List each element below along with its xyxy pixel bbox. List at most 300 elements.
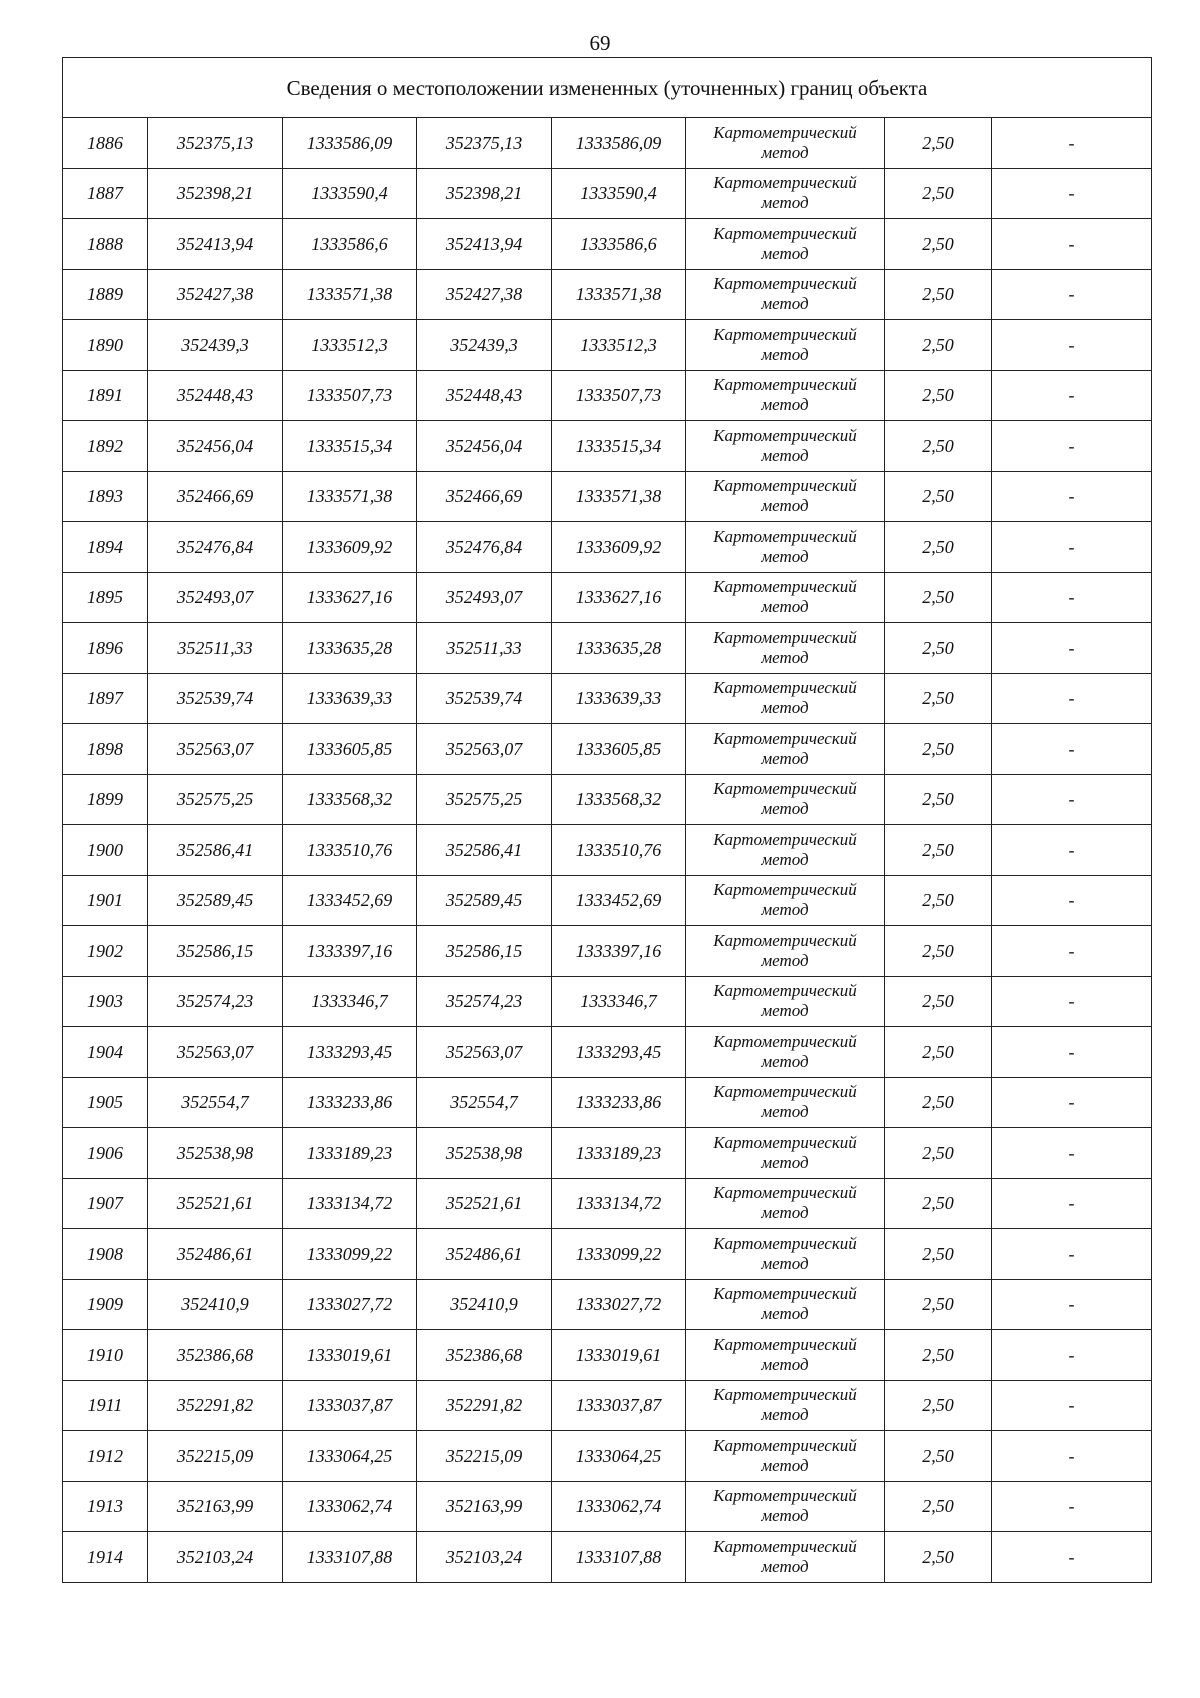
refined-x-cell: 352439,3 [417,320,552,371]
note-cell: - [992,1279,1152,1330]
refined-y-cell: 1333293,45 [552,1027,686,1078]
point-number-cell: 1910 [63,1330,148,1381]
existing-x-cell: 352586,15 [148,926,283,977]
existing-y-cell: 1333233,86 [283,1077,417,1128]
refined-x-cell: 352539,74 [417,673,552,724]
precision-cell: 2,50 [885,1178,992,1229]
existing-y-cell: 1333568,32 [283,774,417,825]
method-cell [686,1330,885,1381]
table-row [63,219,1152,270]
note-cell: - [992,168,1152,219]
existing-x-cell: 352538,98 [148,1128,283,1179]
refined-y-cell: 1333586,6 [552,219,686,270]
table-row [63,421,1152,472]
existing-x-cell: 352589,45 [148,875,283,926]
method-line-2: метод [761,344,809,364]
method-line-1: Картометрический [713,1233,857,1253]
note-cell: - [992,875,1152,926]
method-line-1: Картометрический [713,1132,857,1152]
method-line-1: Картометрический [713,122,857,142]
existing-y-cell: 1333635,28 [283,623,417,674]
existing-y-cell: 1333189,23 [283,1128,417,1179]
method-line-1: Картометрический [713,627,857,647]
table-row [63,572,1152,623]
method-line-1: Картометрический [713,173,857,193]
existing-x-cell: 352486,61 [148,1229,283,1280]
point-number-cell: 1913 [63,1481,148,1532]
point-number-cell: 1911 [63,1380,148,1431]
method-cell [686,1532,885,1583]
method-line-1: Картометрический [713,728,857,748]
point-number-cell: 1888 [63,219,148,270]
note-cell: - [992,320,1152,371]
method-line-1: Картометрический [713,324,857,344]
precision-cell: 2,50 [885,673,992,724]
existing-y-cell: 1333515,34 [283,421,417,472]
refined-y-cell: 1333062,74 [552,1481,686,1532]
existing-x-cell: 352163,99 [148,1481,283,1532]
method-line-2: метод [761,849,809,869]
existing-y-cell: 1333019,61 [283,1330,417,1381]
refined-y-cell: 1333639,33 [552,673,686,724]
existing-y-cell: 1333064,25 [283,1431,417,1482]
refined-y-cell: 1333233,86 [552,1077,686,1128]
point-number-cell: 1909 [63,1279,148,1330]
refined-y-cell: 1333134,72 [552,1178,686,1229]
table-row [63,522,1152,573]
precision-cell: 2,50 [885,1279,992,1330]
existing-x-cell: 352291,82 [148,1380,283,1431]
refined-x-cell: 352586,15 [417,926,552,977]
method-cell [686,774,885,825]
method-line-2: метод [761,395,809,415]
method-line-1: Картометрический [713,577,857,597]
note-cell: - [992,572,1152,623]
table-row [63,1077,1152,1128]
refined-x-cell: 352563,07 [417,1027,552,1078]
refined-x-cell: 352538,98 [417,1128,552,1179]
note-cell: - [992,724,1152,775]
refined-y-cell: 1333586,09 [552,118,686,169]
refined-x-cell: 352466,69 [417,471,552,522]
existing-x-cell: 352554,7 [148,1077,283,1128]
existing-x-cell: 352539,74 [148,673,283,724]
existing-x-cell: 352586,41 [148,825,283,876]
note-cell: - [992,1229,1152,1280]
refined-y-cell: 1333099,22 [552,1229,686,1280]
existing-y-cell: 1333507,73 [283,370,417,421]
point-number-cell: 1914 [63,1532,148,1583]
refined-x-cell: 352398,21 [417,168,552,219]
method-cell [686,1027,885,1078]
point-number-cell: 1895 [63,572,148,623]
table-title: Сведения о местоположении измененных (уточненных) границ объекта [63,58,1152,118]
point-number-cell: 1908 [63,1229,148,1280]
method-cell [686,1431,885,1482]
note-cell: - [992,1077,1152,1128]
existing-x-cell: 352427,38 [148,269,283,320]
refined-x-cell: 352563,07 [417,724,552,775]
existing-x-cell: 352466,69 [148,471,283,522]
method-cell [686,522,885,573]
existing-x-cell: 352511,33 [148,623,283,674]
method-line-1: Картометрический [713,375,857,395]
method-line-2: метод [761,597,809,617]
method-cell [686,1077,885,1128]
existing-y-cell: 1333107,88 [283,1532,417,1583]
existing-y-cell: 1333605,85 [283,724,417,775]
precision-cell: 2,50 [885,269,992,320]
note-cell: - [992,219,1152,270]
refined-x-cell: 352375,13 [417,118,552,169]
table-title-row [63,58,1152,118]
precision-cell: 2,50 [885,724,992,775]
existing-x-cell: 352215,09 [148,1431,283,1482]
method-line-1: Картометрический [713,1334,857,1354]
existing-y-cell: 1333590,4 [283,168,417,219]
existing-y-cell: 1333639,33 [283,673,417,724]
existing-y-cell: 1333027,72 [283,1279,417,1330]
table-row [63,1027,1152,1078]
method-cell [686,320,885,371]
method-cell [686,623,885,674]
precision-cell: 2,50 [885,168,992,219]
existing-y-cell: 1333510,76 [283,825,417,876]
table-row [63,1279,1152,1330]
method-line-2: метод [761,1405,809,1425]
existing-y-cell: 1333037,87 [283,1380,417,1431]
refined-y-cell: 1333397,16 [552,926,686,977]
precision-cell: 2,50 [885,522,992,573]
note-cell: - [992,1330,1152,1381]
method-cell [686,1229,885,1280]
method-line-2: метод [761,1354,809,1374]
refined-x-cell: 352493,07 [417,572,552,623]
method-line-1: Картометрический [713,476,857,496]
method-line-2: метод [761,1304,809,1324]
point-number-cell: 1903 [63,976,148,1027]
refined-y-cell: 1333635,28 [552,623,686,674]
existing-y-cell: 1333397,16 [283,926,417,977]
existing-y-cell: 1333512,3 [283,320,417,371]
table-row [63,1481,1152,1532]
refined-y-cell: 1333605,85 [552,724,686,775]
method-cell [686,421,885,472]
method-line-2: метод [761,1556,809,1576]
note-cell: - [992,1481,1152,1532]
existing-x-cell: 352563,07 [148,1027,283,1078]
existing-y-cell: 1333099,22 [283,1229,417,1280]
precision-cell: 2,50 [885,1380,992,1431]
precision-cell: 2,50 [885,1532,992,1583]
refined-y-cell: 1333515,34 [552,421,686,472]
existing-x-cell: 352456,04 [148,421,283,472]
method-line-1: Картометрический [713,274,857,294]
precision-cell: 2,50 [885,825,992,876]
existing-y-cell: 1333346,7 [283,976,417,1027]
point-number-cell: 1896 [63,623,148,674]
table-row [63,1178,1152,1229]
existing-y-cell: 1333293,45 [283,1027,417,1078]
method-line-2: метод [761,445,809,465]
method-line-2: метод [761,294,809,314]
table-row [63,1128,1152,1179]
refined-y-cell: 1333452,69 [552,875,686,926]
point-number-cell: 1898 [63,724,148,775]
existing-x-cell: 352476,84 [148,522,283,573]
method-line-1: Картометрический [713,1536,857,1556]
precision-cell: 2,50 [885,926,992,977]
point-number-cell: 1887 [63,168,148,219]
refined-x-cell: 352554,7 [417,1077,552,1128]
existing-x-cell: 352563,07 [148,724,283,775]
note-cell: - [992,1178,1152,1229]
table-row [63,118,1152,169]
refined-y-cell: 1333627,16 [552,572,686,623]
method-cell [686,118,885,169]
page-number: 69 [589,31,611,55]
method-line-2: метод [761,1152,809,1172]
note-cell: - [992,825,1152,876]
refined-x-cell: 352575,25 [417,774,552,825]
method-line-2: метод [761,698,809,718]
method-line-1: Картометрический [713,678,857,698]
refined-y-cell: 1333346,7 [552,976,686,1027]
method-line-1: Картометрический [713,526,857,546]
point-number-cell: 1907 [63,1178,148,1229]
refined-x-cell: 352511,33 [417,623,552,674]
precision-cell: 2,50 [885,1128,992,1179]
method-line-1: Картометрический [713,880,857,900]
method-line-2: метод [761,1455,809,1475]
point-number-cell: 1899 [63,774,148,825]
point-number-cell: 1912 [63,1431,148,1482]
refined-x-cell: 352486,61 [417,1229,552,1280]
method-line-1: Картометрический [713,779,857,799]
existing-x-cell: 352574,23 [148,976,283,1027]
refined-x-cell: 352291,82 [417,1380,552,1431]
table-row [63,976,1152,1027]
point-number-cell: 1893 [63,471,148,522]
refined-x-cell: 352413,94 [417,219,552,270]
method-line-1: Картометрический [713,1435,857,1455]
point-number-cell: 1890 [63,320,148,371]
existing-x-cell: 352386,68 [148,1330,283,1381]
refined-y-cell: 1333571,38 [552,471,686,522]
method-line-2: метод [761,950,809,970]
existing-y-cell: 1333062,74 [283,1481,417,1532]
refined-y-cell: 1333571,38 [552,269,686,320]
point-number-cell: 1886 [63,118,148,169]
existing-x-cell: 352398,21 [148,168,283,219]
method-cell [686,1128,885,1179]
existing-x-cell: 352521,61 [148,1178,283,1229]
refined-x-cell: 352163,99 [417,1481,552,1532]
refined-x-cell: 352521,61 [417,1178,552,1229]
table-row [63,875,1152,926]
point-number-cell: 1905 [63,1077,148,1128]
table-row [63,774,1152,825]
refined-y-cell: 1333510,76 [552,825,686,876]
table-body [63,58,1152,1583]
refined-x-cell: 352427,38 [417,269,552,320]
precision-cell: 2,50 [885,1431,992,1482]
method-cell [686,875,885,926]
existing-y-cell: 1333571,38 [283,269,417,320]
existing-x-cell: 352375,13 [148,118,283,169]
precision-cell: 2,50 [885,421,992,472]
method-cell [686,673,885,724]
existing-y-cell: 1333627,16 [283,572,417,623]
method-line-2: метод [761,1253,809,1273]
method-cell [686,724,885,775]
table-row [63,825,1152,876]
method-line-1: Картометрический [713,1385,857,1405]
table-row [63,623,1152,674]
precision-cell: 2,50 [885,774,992,825]
method-line-2: метод [761,193,809,213]
method-cell [686,825,885,876]
refined-y-cell: 1333512,3 [552,320,686,371]
method-line-1: Картометрический [713,223,857,243]
table-row [63,724,1152,775]
method-line-1: Картометрический [713,1486,857,1506]
existing-x-cell: 352103,24 [148,1532,283,1583]
refined-x-cell: 352476,84 [417,522,552,573]
existing-x-cell: 352448,43 [148,370,283,421]
point-number-cell: 1901 [63,875,148,926]
note-cell: - [992,421,1152,472]
point-number-cell: 1904 [63,1027,148,1078]
method-line-2: метод [761,1102,809,1122]
note-cell: - [992,1532,1152,1583]
refined-x-cell: 352586,41 [417,825,552,876]
method-cell [686,269,885,320]
existing-y-cell: 1333586,09 [283,118,417,169]
precision-cell: 2,50 [885,976,992,1027]
note-cell: - [992,976,1152,1027]
precision-cell: 2,50 [885,623,992,674]
point-number-cell: 1900 [63,825,148,876]
refined-x-cell: 352448,43 [417,370,552,421]
precision-cell: 2,50 [885,1481,992,1532]
refined-x-cell: 352589,45 [417,875,552,926]
note-cell: - [992,269,1152,320]
existing-y-cell: 1333452,69 [283,875,417,926]
method-line-2: метод [761,1506,809,1526]
note-cell: - [992,370,1152,421]
refined-x-cell: 352103,24 [417,1532,552,1583]
method-cell [686,219,885,270]
precision-cell: 2,50 [885,471,992,522]
table-row [63,673,1152,724]
point-number-cell: 1894 [63,522,148,573]
method-line-1: Картометрический [713,425,857,445]
method-cell [686,370,885,421]
refined-y-cell: 1333027,72 [552,1279,686,1330]
note-cell: - [992,522,1152,573]
refined-y-cell: 1333609,92 [552,522,686,573]
precision-cell: 2,50 [885,1330,992,1381]
refined-y-cell: 1333189,23 [552,1128,686,1179]
method-cell [686,471,885,522]
precision-cell: 2,50 [885,320,992,371]
refined-x-cell: 352215,09 [417,1431,552,1482]
existing-y-cell: 1333609,92 [283,522,417,573]
method-cell [686,1481,885,1532]
refined-y-cell: 1333590,4 [552,168,686,219]
existing-y-cell: 1333134,72 [283,1178,417,1229]
point-number-cell: 1902 [63,926,148,977]
method-line-1: Картометрический [713,1183,857,1203]
method-cell [686,926,885,977]
precision-cell: 2,50 [885,219,992,270]
point-number-cell: 1906 [63,1128,148,1179]
point-number-cell: 1891 [63,370,148,421]
refined-y-cell: 1333107,88 [552,1532,686,1583]
precision-cell: 2,50 [885,1077,992,1128]
refined-y-cell: 1333037,87 [552,1380,686,1431]
method-cell [686,1380,885,1431]
refined-y-cell: 1333507,73 [552,370,686,421]
method-line-1: Картометрический [713,981,857,1001]
point-number-cell: 1889 [63,269,148,320]
method-line-1: Картометрический [713,1031,857,1051]
table-row [63,926,1152,977]
note-cell: - [992,471,1152,522]
table-row [63,168,1152,219]
table-row [63,320,1152,371]
note-cell: - [992,673,1152,724]
refined-y-cell: 1333568,32 [552,774,686,825]
point-number-cell: 1897 [63,673,148,724]
note-cell: - [992,926,1152,977]
existing-y-cell: 1333586,6 [283,219,417,270]
method-line-2: метод [761,1051,809,1071]
note-cell: - [992,1027,1152,1078]
method-line-1: Картометрический [713,1082,857,1102]
precision-cell: 2,50 [885,370,992,421]
refined-x-cell: 352410,9 [417,1279,552,1330]
precision-cell: 2,50 [885,1229,992,1280]
note-cell: - [992,1431,1152,1482]
existing-x-cell: 352413,94 [148,219,283,270]
method-cell [686,1178,885,1229]
method-cell [686,976,885,1027]
method-line-2: метод [761,243,809,263]
method-line-2: метод [761,1001,809,1021]
method-cell [686,572,885,623]
method-line-2: метод [761,546,809,566]
table-row [63,471,1152,522]
method-line-2: метод [761,799,809,819]
table-row [63,269,1152,320]
refined-x-cell: 352574,23 [417,976,552,1027]
method-line-1: Картометрический [713,1284,857,1304]
refined-y-cell: 1333019,61 [552,1330,686,1381]
existing-x-cell: 352493,07 [148,572,283,623]
existing-x-cell: 352410,9 [148,1279,283,1330]
refined-x-cell: 352386,68 [417,1330,552,1381]
method-line-2: метод [761,142,809,162]
table-row [63,1532,1152,1583]
precision-cell: 2,50 [885,118,992,169]
existing-x-cell: 352575,25 [148,774,283,825]
precision-cell: 2,50 [885,572,992,623]
table-row [63,1380,1152,1431]
method-line-2: метод [761,647,809,667]
note-cell: - [992,118,1152,169]
